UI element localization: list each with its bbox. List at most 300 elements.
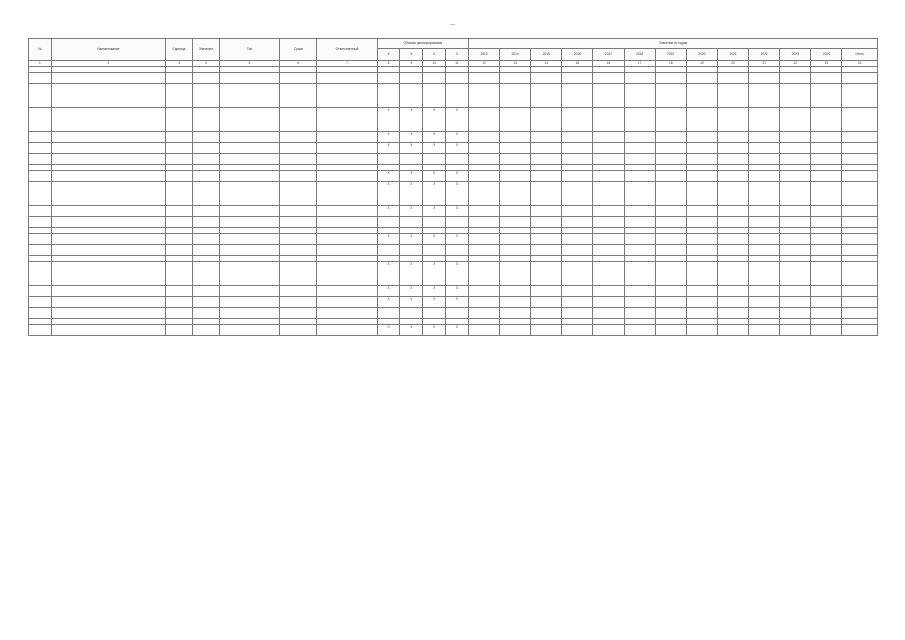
table-cell xyxy=(500,154,531,165)
table-cell: 12 xyxy=(468,61,499,67)
table-cell xyxy=(280,73,317,84)
table-cell xyxy=(624,182,655,206)
table-cell xyxy=(655,217,686,228)
table-cell xyxy=(165,245,192,256)
table-cell xyxy=(749,286,780,297)
table-cell: 17 xyxy=(624,61,655,67)
table-cell: 21 xyxy=(749,61,780,67)
table-row xyxy=(29,286,878,297)
table-cell xyxy=(531,182,562,206)
table-cell xyxy=(468,84,499,108)
table-cell xyxy=(468,297,499,308)
table-cell: X xyxy=(446,182,469,206)
table-cell xyxy=(165,132,192,143)
table-cell xyxy=(51,143,165,154)
table-cell xyxy=(749,182,780,206)
table-cell xyxy=(842,132,878,143)
header-group-years: Значения по годам xyxy=(468,39,877,49)
table-cell xyxy=(624,262,655,286)
table-cell xyxy=(811,325,842,336)
table-cell xyxy=(423,84,446,108)
table-cell xyxy=(500,182,531,206)
table-cell xyxy=(562,73,593,84)
table-cell: 14 xyxy=(531,61,562,67)
table-cell xyxy=(811,182,842,206)
table-cell xyxy=(717,286,748,297)
table-cell xyxy=(655,297,686,308)
table-cell xyxy=(562,325,593,336)
table-cell xyxy=(29,73,52,84)
table-cell: 13 xyxy=(500,61,531,67)
table-cell xyxy=(219,171,279,182)
table-cell xyxy=(51,182,165,206)
header-cell: Тип xyxy=(219,39,279,61)
table-cell: 3 xyxy=(165,61,192,67)
table-cell xyxy=(317,171,377,182)
table-cell xyxy=(717,84,748,108)
table-row xyxy=(29,154,878,165)
table-cell xyxy=(165,171,192,182)
header-cell: Значение xyxy=(192,39,219,61)
table-cell xyxy=(811,206,842,217)
table-cell xyxy=(624,217,655,228)
table-cell xyxy=(655,132,686,143)
table-cell: 15 xyxy=(562,61,593,67)
table-cell xyxy=(811,73,842,84)
table-cell xyxy=(280,182,317,206)
table-cell xyxy=(842,234,878,245)
table-cell xyxy=(686,182,717,206)
table-cell xyxy=(655,108,686,132)
table-cell xyxy=(842,308,878,319)
table-cell xyxy=(811,297,842,308)
table-cell xyxy=(29,297,52,308)
table-cell: X xyxy=(446,234,469,245)
table-cell: X xyxy=(400,171,423,182)
table-cell xyxy=(192,132,219,143)
table-cell xyxy=(51,325,165,336)
table-cell: X xyxy=(446,132,469,143)
table-cell xyxy=(29,143,52,154)
table-cell xyxy=(468,245,499,256)
table-cell xyxy=(780,262,811,286)
table-row xyxy=(29,297,878,308)
table-cell xyxy=(468,154,499,165)
table-cell: X xyxy=(377,286,400,297)
table-row xyxy=(29,171,878,182)
table-cell: 10 xyxy=(423,61,446,67)
table-cell xyxy=(686,262,717,286)
table-cell xyxy=(780,245,811,256)
table-cell xyxy=(811,308,842,319)
table-cell xyxy=(219,325,279,336)
table-cell xyxy=(717,297,748,308)
data-table xyxy=(28,38,878,336)
table-cell: X xyxy=(446,171,469,182)
table-cell xyxy=(400,245,423,256)
table-cell xyxy=(531,245,562,256)
table-cell xyxy=(400,217,423,228)
table-cell: X xyxy=(400,182,423,206)
table-cell xyxy=(219,206,279,217)
table-cell: 5 xyxy=(219,61,279,67)
table-cell xyxy=(686,325,717,336)
table-cell xyxy=(51,297,165,308)
table-cell xyxy=(717,234,748,245)
table-cell xyxy=(51,262,165,286)
table-cell xyxy=(593,73,624,84)
table-cell xyxy=(51,206,165,217)
table-cell xyxy=(531,262,562,286)
table-cell xyxy=(500,308,531,319)
table-cell xyxy=(593,143,624,154)
table-cell: X xyxy=(423,108,446,132)
table-cell xyxy=(500,132,531,143)
table-cell xyxy=(192,143,219,154)
table-cell xyxy=(562,297,593,308)
table-cell xyxy=(686,234,717,245)
table-cell xyxy=(717,143,748,154)
table-cell xyxy=(593,108,624,132)
table-cell xyxy=(280,262,317,286)
header-cell: Ответственный xyxy=(317,39,377,61)
table-cell xyxy=(717,308,748,319)
table-cell xyxy=(500,234,531,245)
header-cell: X xyxy=(377,49,400,61)
table-cell xyxy=(842,286,878,297)
page-number: — xyxy=(450,22,455,28)
table-cell: 19 xyxy=(686,61,717,67)
table-cell xyxy=(400,73,423,84)
table-cell xyxy=(165,286,192,297)
table-cell xyxy=(446,217,469,228)
table-cell xyxy=(562,132,593,143)
header-cell: Единица xyxy=(165,39,192,61)
table-cell xyxy=(624,297,655,308)
table-cell xyxy=(531,171,562,182)
table-cell xyxy=(377,73,400,84)
table-cell xyxy=(51,84,165,108)
table-cell xyxy=(219,73,279,84)
table-cell xyxy=(51,171,165,182)
table-cell xyxy=(780,206,811,217)
header-cell: 2016 xyxy=(562,49,593,61)
table-cell: X xyxy=(400,108,423,132)
table-cell xyxy=(749,325,780,336)
table-cell xyxy=(717,217,748,228)
table-cell xyxy=(219,84,279,108)
table-cell xyxy=(165,108,192,132)
table-cell xyxy=(29,171,52,182)
table-cell: X xyxy=(400,206,423,217)
table-cell xyxy=(562,262,593,286)
table-cell xyxy=(192,308,219,319)
header-cell: 2021 xyxy=(717,49,748,61)
table-row xyxy=(29,132,878,143)
table-cell xyxy=(593,297,624,308)
table-cell: 6 xyxy=(280,61,317,67)
table-cell xyxy=(811,132,842,143)
table-cell xyxy=(423,308,446,319)
table-cell xyxy=(165,297,192,308)
table-cell xyxy=(531,234,562,245)
table-cell xyxy=(192,73,219,84)
table-cell xyxy=(717,262,748,286)
table-cell xyxy=(219,297,279,308)
table-row xyxy=(29,182,878,206)
table-cell: 4 xyxy=(192,61,219,67)
table-cell: X xyxy=(423,262,446,286)
header-cell: Итого xyxy=(842,49,878,61)
table-cell: X xyxy=(446,297,469,308)
table-cell xyxy=(624,206,655,217)
table-cell xyxy=(749,234,780,245)
table-cell xyxy=(165,234,192,245)
table-row xyxy=(29,262,878,286)
table-cell xyxy=(780,234,811,245)
table-cell xyxy=(400,84,423,108)
table-cell xyxy=(655,308,686,319)
table-cell xyxy=(29,308,52,319)
table-cell xyxy=(192,108,219,132)
table-cell xyxy=(165,206,192,217)
table-cell xyxy=(280,234,317,245)
table-cell xyxy=(624,308,655,319)
table-cell xyxy=(780,84,811,108)
table-cell xyxy=(562,108,593,132)
table-cell xyxy=(593,206,624,217)
table-cell: X xyxy=(377,297,400,308)
table-cell xyxy=(280,297,317,308)
table-cell xyxy=(219,143,279,154)
table-cell xyxy=(192,234,219,245)
table-cell xyxy=(29,286,52,297)
table-cell: X xyxy=(446,286,469,297)
table-cell xyxy=(280,308,317,319)
table-row xyxy=(29,308,878,319)
table-cell xyxy=(446,84,469,108)
table-cell xyxy=(655,143,686,154)
table-cell xyxy=(192,297,219,308)
table-cell xyxy=(717,108,748,132)
header-cell: 2019 xyxy=(655,49,686,61)
table-cell xyxy=(811,286,842,297)
table-cell xyxy=(562,286,593,297)
table-cell xyxy=(717,171,748,182)
table-cell: 18 xyxy=(655,61,686,67)
table-cell xyxy=(593,154,624,165)
table-cell xyxy=(192,245,219,256)
table-row xyxy=(29,108,878,132)
table-cell xyxy=(749,84,780,108)
table-cell xyxy=(219,108,279,132)
table-cell xyxy=(500,286,531,297)
table-cell xyxy=(317,325,377,336)
table-cell xyxy=(749,206,780,217)
table-cell xyxy=(624,132,655,143)
table-cell xyxy=(531,108,562,132)
table-cell xyxy=(562,182,593,206)
table-cell xyxy=(377,245,400,256)
table-cell: X xyxy=(423,286,446,297)
table-cell xyxy=(686,286,717,297)
table-cell: X xyxy=(377,182,400,206)
table-cell xyxy=(377,308,400,319)
table-cell xyxy=(593,286,624,297)
table-cell xyxy=(842,262,878,286)
table-cell: X xyxy=(377,262,400,286)
table-cell xyxy=(655,245,686,256)
table-cell xyxy=(749,171,780,182)
table-cell: X xyxy=(400,132,423,143)
table-cell xyxy=(192,182,219,206)
header-cell: № xyxy=(29,39,52,61)
table-cell xyxy=(562,171,593,182)
table-cell xyxy=(562,308,593,319)
header-cell: 2017 xyxy=(593,49,624,61)
table-row xyxy=(29,73,878,84)
table-cell: X xyxy=(423,297,446,308)
table-cell xyxy=(655,206,686,217)
table-cell xyxy=(593,325,624,336)
table-cell xyxy=(593,84,624,108)
table-cell xyxy=(624,171,655,182)
table-cell xyxy=(317,262,377,286)
table-cell xyxy=(811,234,842,245)
table-cell xyxy=(165,182,192,206)
table-cell xyxy=(468,286,499,297)
table-cell xyxy=(29,84,52,108)
table-cell xyxy=(468,182,499,206)
table-cell xyxy=(500,262,531,286)
table-cell xyxy=(624,325,655,336)
table-cell xyxy=(749,297,780,308)
table-cell xyxy=(280,286,317,297)
table-cell xyxy=(811,171,842,182)
header-cell: X xyxy=(423,49,446,61)
table-cell: X xyxy=(423,234,446,245)
table-cell xyxy=(446,308,469,319)
table-cell xyxy=(780,217,811,228)
table-cell: 20 xyxy=(717,61,748,67)
table-cell: X xyxy=(423,143,446,154)
table-cell xyxy=(686,217,717,228)
table-cell: 2 xyxy=(51,61,165,67)
table-cell xyxy=(317,308,377,319)
table-cell xyxy=(842,143,878,154)
table-cell xyxy=(51,217,165,228)
table-cell xyxy=(377,217,400,228)
table-cell xyxy=(562,143,593,154)
table-cell: X xyxy=(377,234,400,245)
table-cell: X xyxy=(446,108,469,132)
table-row xyxy=(29,245,878,256)
table-cell xyxy=(468,132,499,143)
table-cell: 1 xyxy=(29,61,52,67)
table-cell xyxy=(749,245,780,256)
table-cell xyxy=(29,154,52,165)
table-cell xyxy=(317,245,377,256)
table-cell xyxy=(842,171,878,182)
table-cell: X xyxy=(446,143,469,154)
table-cell xyxy=(749,108,780,132)
header-cell: 2022 xyxy=(749,49,780,61)
table-cell xyxy=(842,182,878,206)
table-cell: 22 xyxy=(780,61,811,67)
table-cell xyxy=(29,217,52,228)
table-cell xyxy=(842,217,878,228)
table-cell xyxy=(717,245,748,256)
table-cell xyxy=(655,286,686,297)
table-cell: X xyxy=(377,171,400,182)
table-cell xyxy=(562,84,593,108)
table-cell xyxy=(317,217,377,228)
table-cell xyxy=(400,308,423,319)
table-cell xyxy=(446,73,469,84)
table-cell xyxy=(842,245,878,256)
table-cell: X xyxy=(400,286,423,297)
table-cell xyxy=(219,182,279,206)
table-cell xyxy=(192,262,219,286)
table-cell xyxy=(280,206,317,217)
table-cell xyxy=(280,108,317,132)
table-cell xyxy=(624,143,655,154)
table-cell xyxy=(468,217,499,228)
table-cell xyxy=(624,108,655,132)
table-cell xyxy=(531,154,562,165)
table-cell xyxy=(280,132,317,143)
table-cell: 16 xyxy=(593,61,624,67)
table-cell xyxy=(192,325,219,336)
table-cell: X xyxy=(423,325,446,336)
table-cell xyxy=(593,308,624,319)
table-cell xyxy=(686,143,717,154)
table-cell: 11 xyxy=(446,61,469,67)
table-cell xyxy=(468,325,499,336)
table-cell xyxy=(811,108,842,132)
table-cell xyxy=(780,308,811,319)
table-cell xyxy=(165,154,192,165)
table-cell xyxy=(500,143,531,154)
table-cell xyxy=(500,171,531,182)
table-cell xyxy=(686,171,717,182)
table-cell xyxy=(51,154,165,165)
header-cell: Наименование xyxy=(51,39,165,61)
table-cell xyxy=(749,262,780,286)
table-cell xyxy=(624,234,655,245)
table-cell xyxy=(593,217,624,228)
table-row xyxy=(29,84,878,108)
table-cell xyxy=(468,73,499,84)
table-cell xyxy=(655,171,686,182)
header-cell: Сроки xyxy=(280,39,317,61)
table-cell xyxy=(29,325,52,336)
table-cell xyxy=(423,73,446,84)
table-cell: 23 xyxy=(811,61,842,67)
table-row xyxy=(29,234,878,245)
table-cell xyxy=(749,154,780,165)
table-cell xyxy=(686,297,717,308)
table-cell xyxy=(686,84,717,108)
table-cell xyxy=(624,73,655,84)
table-cell xyxy=(317,154,377,165)
header-cell: 2015 xyxy=(531,49,562,61)
table-cell xyxy=(686,73,717,84)
table-cell xyxy=(423,154,446,165)
table-cell xyxy=(531,325,562,336)
table-cell xyxy=(192,217,219,228)
table-cell xyxy=(655,73,686,84)
